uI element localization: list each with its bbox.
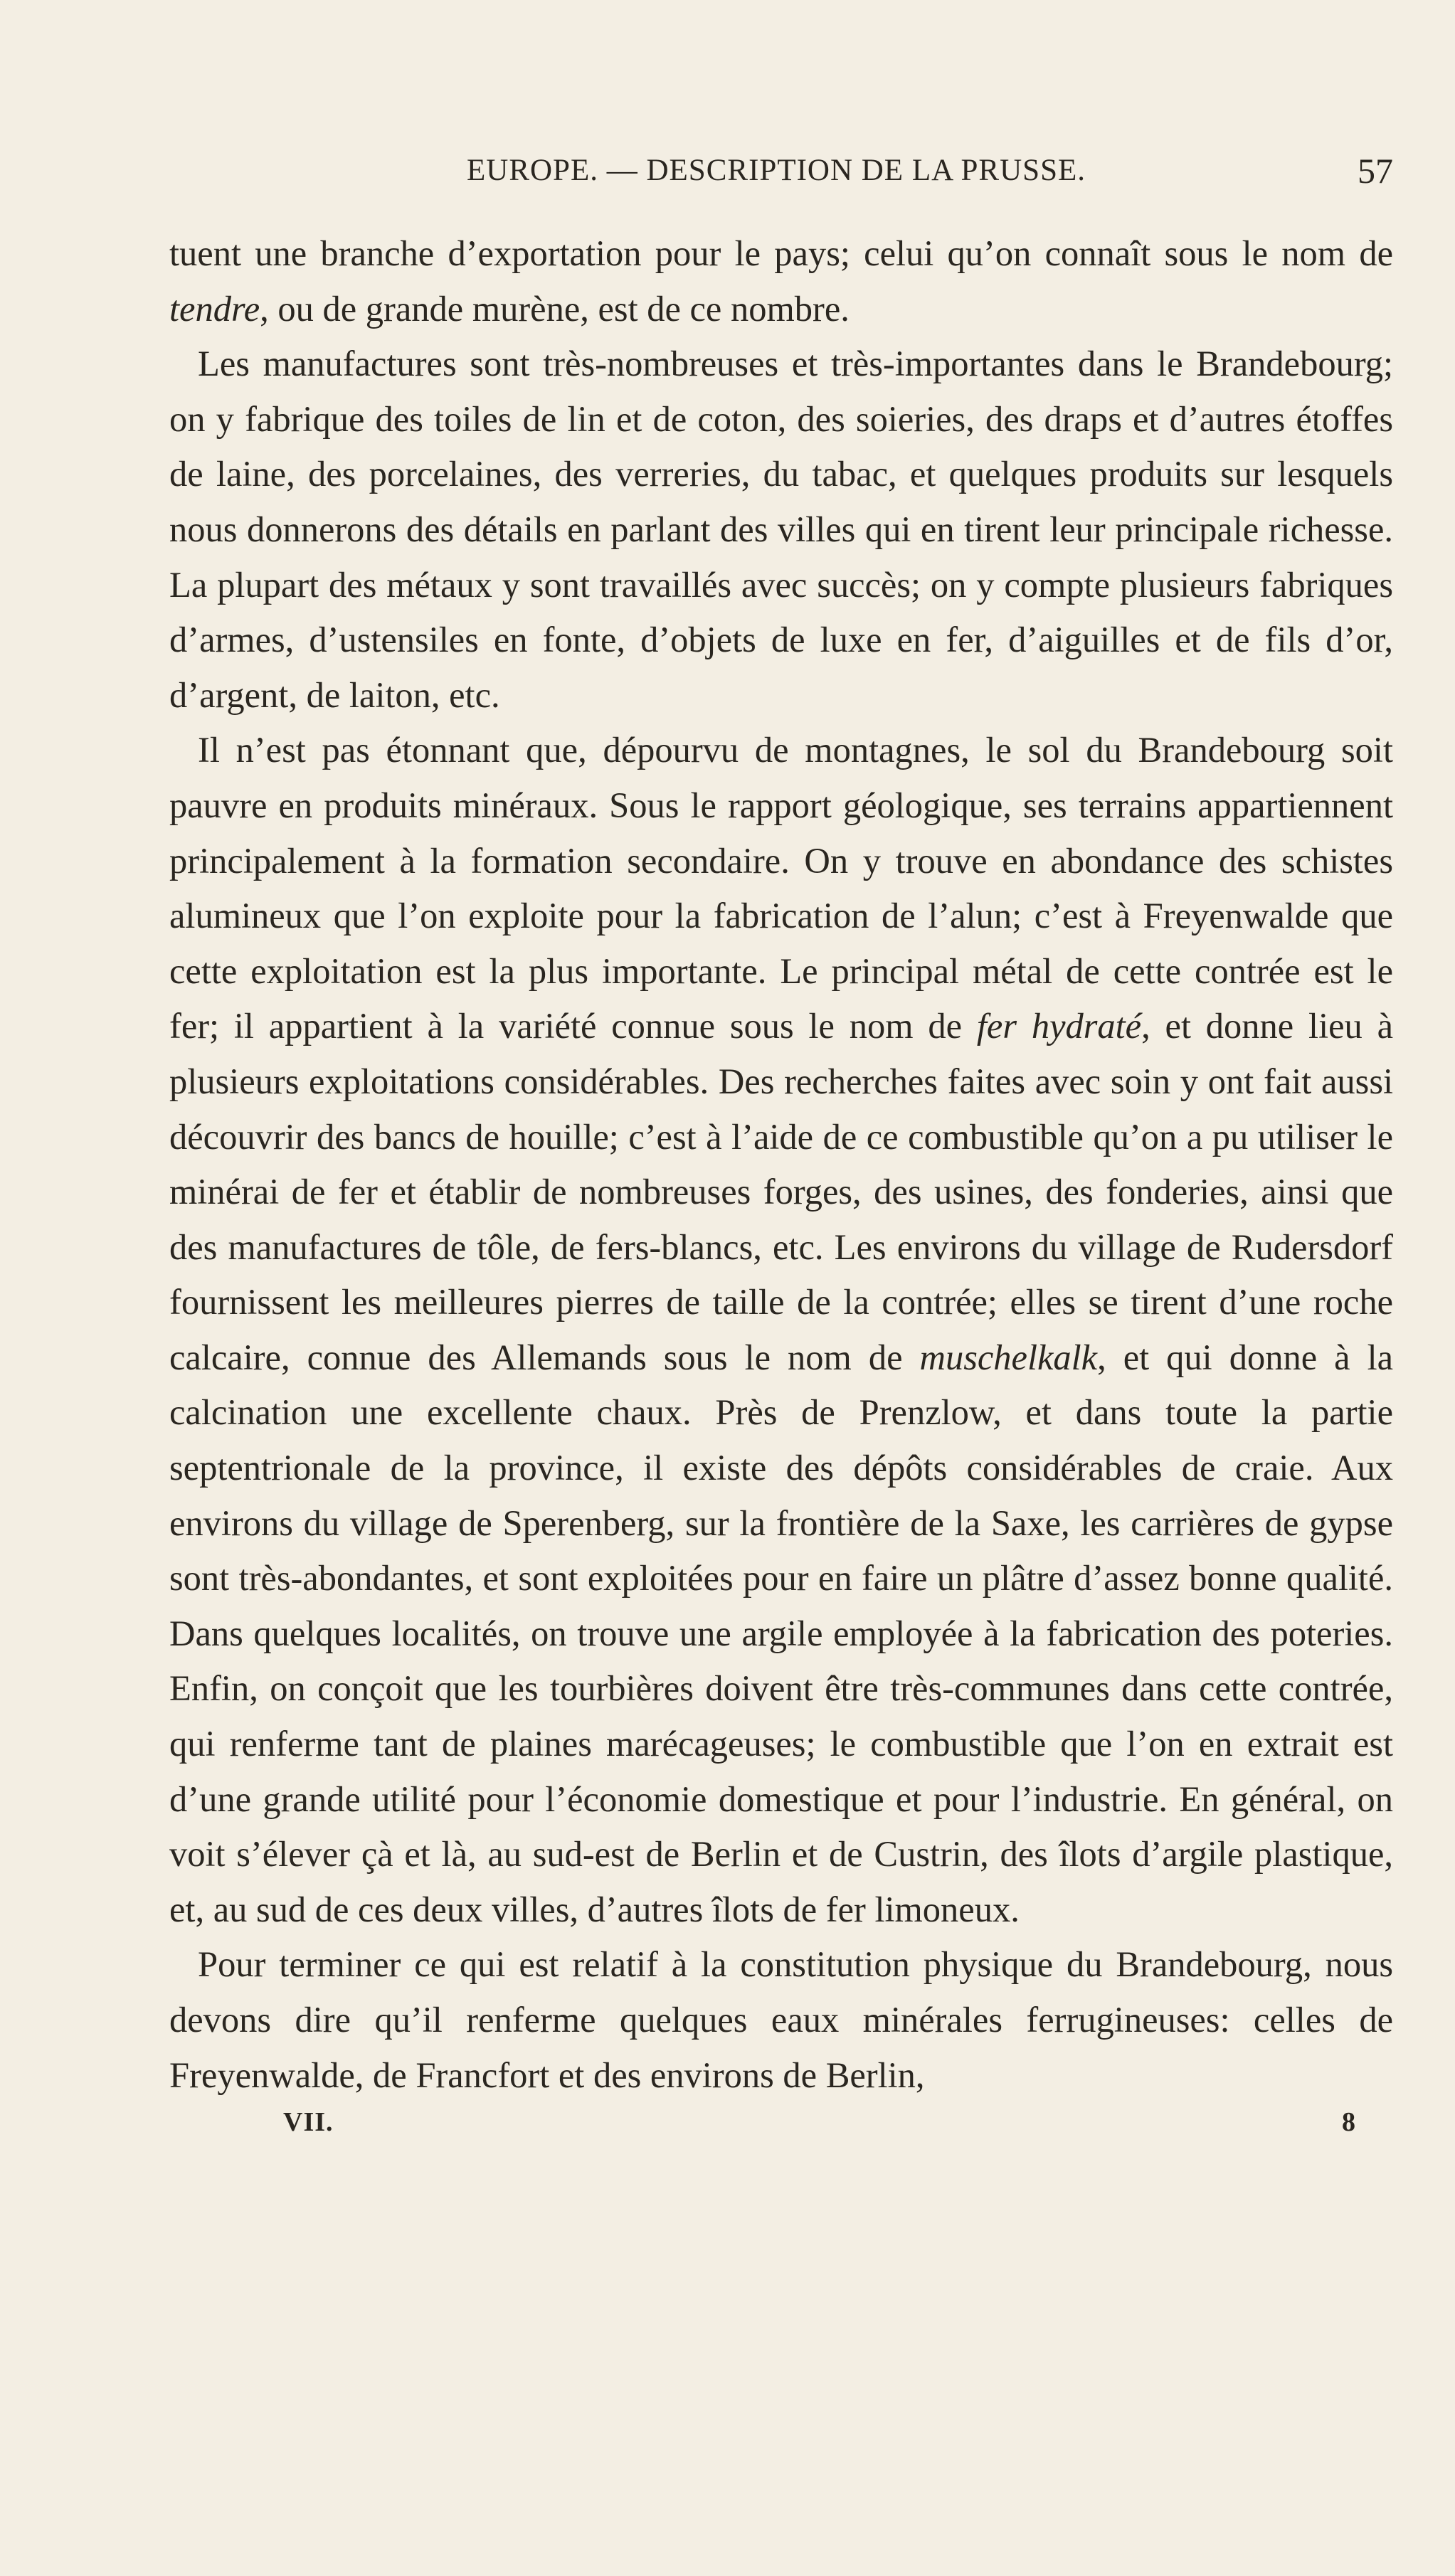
- page-footer: [169, 2102, 1393, 2142]
- running-title: EUROPE. — DESCRIPTION DE LA PRUSSE.: [467, 154, 1086, 187]
- paragraph-1-text-b: , ou de grande murène, est de ce nombre.: [260, 288, 850, 329]
- italic-term-tendre: tendre: [169, 288, 260, 329]
- signature-mark: VII.: [283, 2107, 334, 2137]
- running-header: [169, 148, 1393, 194]
- page-number: 57: [1358, 151, 1393, 191]
- paragraph-1: [169, 226, 1393, 336]
- paragraph-4: Pour terminer ce qui est relatif à la constitution physique du Brandebourg, nous devons dire qu’il renferme quelques eaux minérales ferrugineuses: celles de Freyenwalde, de Francfort et des environs de Berlin,: [169, 1944, 1393, 2095]
- paragraph-1-text-a: tuent une branche d’exportation pour le pays; celui qu’on connaît sous le nom de: [169, 233, 1393, 273]
- italic-term-fer-hydrate: fer hydraté: [976, 1006, 1142, 1046]
- italic-term-muschelkalk: muschelkalk: [919, 1337, 1098, 1377]
- paragraph-2: Les manufactures sont très-nombreuses et très-importantes dans le Brandebourg; on y fabrique des toiles de lin et de coton, des soieries, des draps et d’autres étoffes de laine, des porcelaines, des verreries, du tabac, et quelques produits sur lesquels nous donnerons des détails en parlant des villes qui en tirent leur principale richesse. La plupart des métaux y sont travaillés avec succès; on y compte plusieurs fabriques d’armes, d’ustensiles en fonte, d’objets de luxe en fer, d’aiguilles et de fils d’or, d’argent, de laiton, etc.: [169, 344, 1393, 715]
- paragraph-3-text-c: , et qui donne à la calcination une excellente chaux. Près de Prenzlow, et dans toute la partie septentrionale de la province, il existe des dépôts considérables de craie. Aux environs du village de Sperenberg, sur la frontière de la Saxe, les carrières de gypse sont très-abondantes, et sont exploitées pour en faire un plâtre d’assez bonne qualité. Dans quelques localités, on trouve une argile employée à la fabrication des poteries. Enfin, on conçoit que les tourbières doivent être très-communes dans cette contrée, qui renferme tant de plaines marécageuses; le combustible que l’on en extrait est d’une grande utilité pour l’économie domestique et pour l’industrie. En général, on voit s’élever çà et là, au sud-est de Berlin et de Custrin, des îlots d’argile plastique, et, au sud de ces deux villes, d’autres îlots de fer limoneux.: [169, 1337, 1394, 1929]
- body-text: [169, 226, 1393, 2103]
- paragraph-3-text-a: Il n’est pas étonnant que, dépourvu de montagnes, le sol du Brandebourg soit pauvre en produits minéraux. Sous le rapport géologique, ses terrains appartiennent principalement à la formation secondaire. On y trouve en abondance des schistes alumineux que l’on exploite pour la fabrication de l’alun; c’est à Freyenwalde que cette exploitation est la plus importante. Le principal métal de cette contrée est le fer; il appartient à la variété connue sous le nom de: [169, 730, 1393, 1046]
- paragraph-3-text-b: , et donne lieu à plusieurs exploitations considérables. Des recherches faites avec soin y ont fait aussi découvrir des bancs de houille; c’est à l’aide de ce combustible qu’on a pu utiliser le minérai de fer et établir de nombreuses forges, des usines, des fonderies, ainsi que des manufactures de tôle, de fers-blancs, etc. Les environs du village de Rudersdorf fournissent les meilleures pierres de taille de la contrée; elles se tirent d’une roche calcaire, connue des Allemands sous le nom de: [169, 1006, 1394, 1377]
- signature-number: 8: [1342, 2107, 1355, 2137]
- paragraph-3: [169, 723, 1393, 1937]
